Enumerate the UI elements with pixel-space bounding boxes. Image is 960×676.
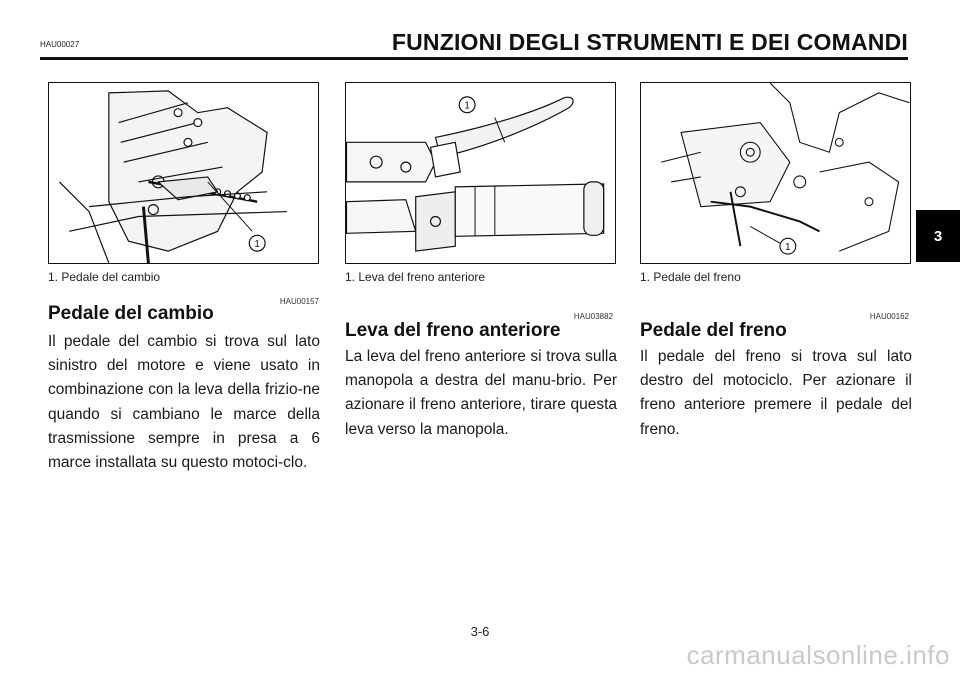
chapter-tab: 3 <box>916 210 960 262</box>
page-title: FUNZIONI DEGLI STRUMENTI E DEI COMANDI <box>391 29 908 55</box>
figure-caption: 1. Leva del freno anteriore <box>345 270 486 284</box>
section-title: Pedale del cambio <box>48 303 214 324</box>
section-code: HAU00162 <box>869 312 909 321</box>
page-number: 3-6 <box>470 624 490 639</box>
watermark: carmanualsonline.info <box>686 640 950 670</box>
header-divider <box>40 57 908 60</box>
brake-pedal-figure <box>640 82 911 264</box>
header-code: HAU00027 <box>40 40 80 49</box>
section-code: HAU03882 <box>573 312 613 321</box>
callout-number: 1 <box>785 242 791 254</box>
section-title: Leva del freno anteriore <box>345 320 561 341</box>
section-title: Pedale del freno <box>640 320 787 341</box>
section-body: La leva del freno anteriore si trova sulla manopola a destra del manu-brio. Per azionare il freno anteriore, tirare questa leva verso la manopola. <box>345 348 617 438</box>
front-brake-lever-illustration-icon <box>346 83 615 263</box>
callout-number: 1 <box>254 239 260 251</box>
section-code: HAU00157 <box>279 297 319 306</box>
section-body: Il pedale del cambio si trova sul lato sinistro del motore e viene usato in combinazione con la leva della frizio-ne quando si cambiano le marce della trasmissione sempre in presa a 6 marce installata su questo motoci-clo. <box>48 333 320 472</box>
shift-pedal-illustration-icon <box>49 83 318 263</box>
shift-pedal-figure <box>48 82 319 264</box>
callout-number: 1 <box>464 100 470 112</box>
section-body: Il pedale del freno si trova sul lato destro del motociclo. Per azionare il freno anteriore premere il pedale del freno. <box>640 348 912 438</box>
brake-pedal-illustration-icon <box>641 83 910 263</box>
front-brake-lever-figure <box>345 82 616 264</box>
figure-caption: 1. Pedale del cambio <box>48 270 161 284</box>
figure-caption: 1. Pedale del freno <box>640 270 741 284</box>
